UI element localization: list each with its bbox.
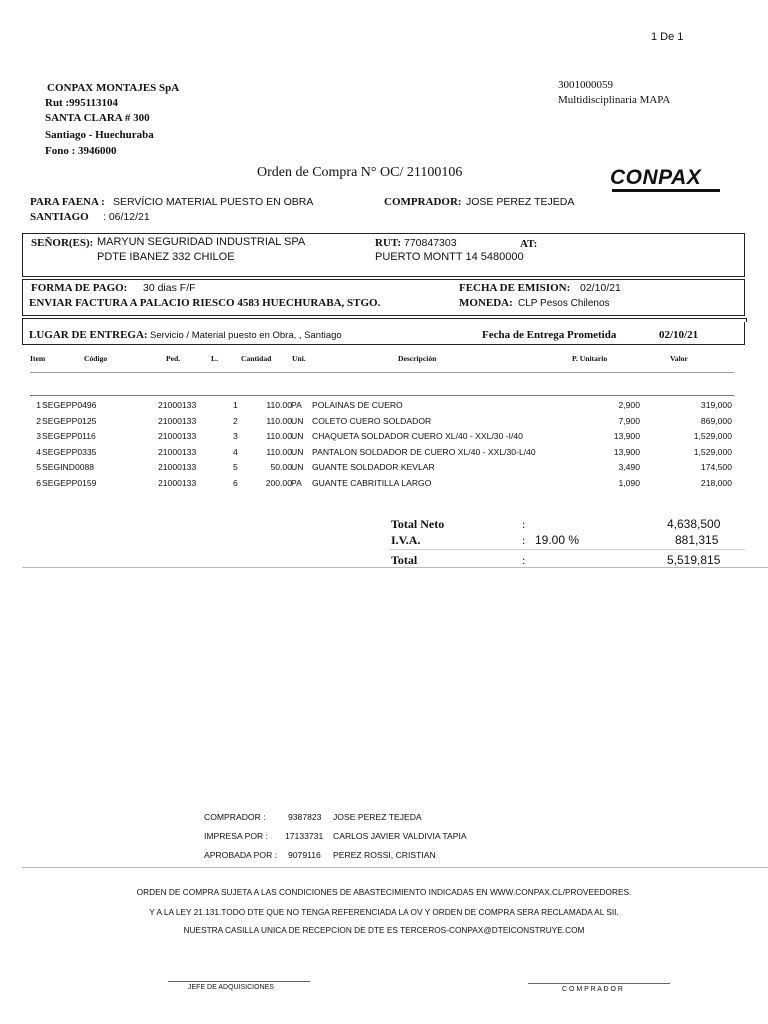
cell-unit: 2,900: [618, 400, 640, 410]
header-codigo: Código: [84, 354, 108, 363]
cell-uni: UN: [291, 446, 304, 457]
cell-ped: 21000133: [158, 446, 197, 457]
signer-role-3: APROBADA POR :: [204, 850, 278, 860]
supplier-label: SEÑOR(ES):: [31, 237, 94, 249]
entrega-prometida-label: Fecha de Entrega Prometida: [482, 329, 617, 341]
total-neto-label: Total Neto: [391, 517, 445, 531]
reference-project: Multidisciplinaria MAPA: [558, 94, 671, 106]
cell-valor: 1,529,000: [693, 446, 732, 457]
cell-uni: UN: [291, 431, 304, 441]
comprador-label: COMPRADOR:: [384, 196, 462, 208]
comprador-value: JOSE PEREZ TEJEDA: [466, 196, 575, 208]
signers-block: [0, 812, 768, 862]
cell-unit: 1,090: [618, 477, 640, 488]
signer-id-1: 9387823: [288, 812, 322, 822]
iva-colon: :: [522, 533, 526, 547]
company-rut: Rut :995113104: [45, 97, 119, 109]
note-3: NUESTRA CASILLA UNICA DE RECEPCION DE DTE ES TERCEROS-CONPAX@DTEICONSTRUYE.COM: [183, 925, 585, 935]
cell-item: 1: [36, 400, 41, 410]
company-address: SANTA CLARA # 300: [45, 112, 150, 124]
iva-pct: 19.00 %: [535, 533, 580, 547]
conpax-logo: CONPAX: [610, 166, 702, 189]
signer-id-2: 17133731: [285, 831, 324, 841]
faena-city-label: SANTIAGO: [30, 211, 89, 223]
cell-l: 1: [233, 400, 238, 410]
emision-label: FECHA DE EMISION:: [459, 282, 571, 294]
total-neto-value: 4,638,500: [667, 517, 721, 531]
header-item: Item: [30, 354, 46, 363]
cell-desc: GUANTE SOLDADOR KEVLAR: [312, 462, 435, 472]
faena-label: PARA FAENA :: [30, 196, 105, 208]
cell-unit: 3,490: [618, 462, 640, 472]
cell-ped: 21000133: [158, 415, 197, 426]
total-value: 5,519,815: [667, 553, 721, 567]
cell-ped: 21000133: [158, 400, 197, 410]
header-descripcion: Descripción: [398, 354, 437, 363]
iva-value: 881,315: [675, 533, 719, 547]
cell-codigo: SEGEPP0496: [42, 400, 97, 410]
cell-codigo: SEGEPP0116: [42, 431, 96, 441]
total-colon: :: [522, 553, 526, 567]
signer-role-2: IMPRESA POR :: [204, 831, 268, 841]
cell-codigo: SEGEPP0159: [42, 477, 97, 488]
forma-pago-label: FORMA DE PAGO:: [31, 282, 128, 294]
signature-label-left: JEFE DE ADQUISICIONES: [188, 984, 274, 991]
header-cantidad: Cantidad: [241, 354, 272, 363]
cell-ped: 21000133: [158, 431, 197, 441]
table-header: [0, 354, 768, 368]
supplier-address: PDTE IBANEZ 332 CHILOE: [97, 251, 235, 263]
cell-item: 3: [36, 431, 41, 441]
cell-item: 6: [36, 477, 41, 488]
table-row: [28, 462, 744, 476]
header-rule: [30, 372, 734, 373]
cell-unit: 13,900: [613, 446, 640, 457]
table-row: [28, 431, 744, 445]
supplier-rut-label: RUT:: [375, 237, 402, 249]
cell-l: 2: [233, 415, 238, 426]
cell-valor: 319,000: [700, 400, 732, 410]
cell-desc: GUANTE CABRITILLA LARGO: [312, 477, 432, 488]
header-l: L.: [211, 354, 218, 363]
cell-valor: 869,000: [700, 415, 732, 426]
cell-uni: PA: [291, 400, 302, 410]
company-fono: Fono : 3946000: [45, 145, 117, 157]
signature-label-right: C O M P R A D O R: [562, 986, 623, 993]
cell-uni: PA: [291, 477, 302, 488]
signers-rule: [22, 867, 768, 868]
cell-codigo: SEGEPP0335: [42, 446, 97, 457]
table-row: [28, 400, 744, 414]
cell-codigo: SEGIND0088: [42, 462, 95, 472]
supplier-city: PUERTO MONTT 14 5480000: [375, 251, 524, 263]
cell-l: 3: [233, 431, 238, 441]
cell-l: 6: [233, 477, 238, 488]
cell-item: 5: [36, 462, 41, 472]
note-1: ORDEN DE COMPRA SUJETA A LAS CONDICIONES DE ABASTECIMIENTO INDICADAS EN WWW.CONPAX.CL/PROVEEDORES.: [136, 887, 632, 897]
emision-value: 02/10/21: [580, 282, 621, 294]
cell-unit: 7,900: [618, 415, 640, 426]
cell-cantidad: 110.00: [266, 415, 292, 426]
cell-item: 4: [36, 446, 41, 457]
supplier-rut: 770847303: [404, 237, 457, 249]
header-uni: Uni.: [292, 354, 306, 363]
entrega-label: LUGAR DE ENTREGA:: [29, 329, 148, 341]
cell-l: 4: [233, 446, 238, 457]
moneda-label: MONEDA:: [459, 297, 513, 309]
supplier-at-label: AT:: [520, 238, 538, 250]
total-neto-colon: :: [522, 517, 526, 531]
total-label: Total: [391, 553, 418, 567]
order-title: Orden de Compra N° OC/ 21100106: [257, 165, 463, 180]
signer-id-3: 9079116: [288, 850, 321, 860]
cell-desc: COLETO CUERO SOLDADOR: [312, 415, 432, 426]
company-name: CONPAX MONTAJES SpA: [47, 82, 180, 94]
signer-role-1: COMPRADOR :: [204, 812, 266, 822]
cell-valor: 174,500: [700, 462, 732, 472]
totals-rule: [390, 549, 745, 550]
cell-cantidad: 50.00: [270, 462, 292, 472]
moneda-value: CLP Pesos Chilenos: [518, 298, 610, 309]
cell-uni: UN: [291, 415, 304, 426]
cell-uni: UN: [291, 462, 304, 472]
cell-ped: 21000133: [158, 462, 197, 472]
cell-valor: 218,000: [700, 477, 732, 488]
table-row: [28, 478, 744, 492]
faena-value: SERVÍCIO MATERIAL PUESTO EN OBRA: [113, 196, 314, 208]
header-ped: Ped.: [166, 354, 181, 363]
cell-unit: 13,900: [613, 431, 640, 441]
page-counter: 1 De 1: [651, 31, 684, 43]
signer-name-1: JOSE PEREZ TEJEDA: [333, 812, 422, 822]
cell-cantidad: 110.00: [266, 431, 292, 441]
totals-bottom-rule: [22, 567, 768, 568]
logo-underline: [612, 189, 720, 192]
entrega-value: Servicio / Material puesto en Obra, , Santiago: [150, 330, 342, 341]
table-row: [28, 416, 744, 430]
signature-line-left: [168, 981, 310, 982]
reference-code: 3001000059: [558, 79, 613, 91]
cell-desc: CHAQUETA SOLDADOR CUERO XL/40 - XXL/30 -I/40: [312, 431, 523, 441]
supplier-name: MARYUN SEGURIDAD INDUSTRIAL SPA: [97, 236, 306, 248]
cell-item: 2: [36, 415, 41, 426]
cell-cantidad: 200.00: [265, 477, 292, 488]
header-valor: Valor: [670, 354, 688, 363]
signer-name-3: PEREZ ROSSI, CRISTIAN: [333, 850, 436, 860]
cell-desc: PANTALON SOLDADOR DE CUERO XL/40 - XXL/30-L/40: [312, 446, 536, 457]
forma-pago-value: 30 dias F/F: [143, 282, 196, 294]
entrega-prometida-value: 02/10/21: [659, 329, 699, 341]
faena-date: : 06/12/21: [103, 211, 150, 223]
iva-label: I.V.A.: [391, 533, 421, 547]
table-top-rule: [30, 395, 734, 396]
cell-desc: POLAINAS DE CUERO: [312, 400, 403, 410]
company-city: Santiago - Huechuraba: [45, 129, 154, 141]
cell-valor: 1,529,000: [693, 431, 732, 441]
signature-line-right: [528, 983, 670, 984]
enviar-factura: ENVIAR FACTURA A PALACIO RIESCO 4583 HUECHURABA, STGO.: [29, 297, 381, 309]
note-2: Y A LA LEY 21.131.TODO DTE QUE NO TENGA REFERENCIADA LA OV Y ORDEN DE COMPRA SERA RECLAMADA AL SII.: [149, 907, 619, 917]
cell-cantidad: 110.00: [266, 446, 292, 457]
cell-ped: 21000133: [158, 477, 197, 488]
cell-l: 5: [233, 462, 238, 472]
cell-cantidad: 110.00: [266, 400, 292, 410]
cell-codigo: SEGEPP0125: [42, 415, 97, 426]
signer-name-2: CARLOS JAVIER VALDIVIA TAPIA: [333, 831, 467, 841]
header-p-unitario: P. Unitario: [572, 354, 608, 363]
table-row: [28, 447, 744, 461]
